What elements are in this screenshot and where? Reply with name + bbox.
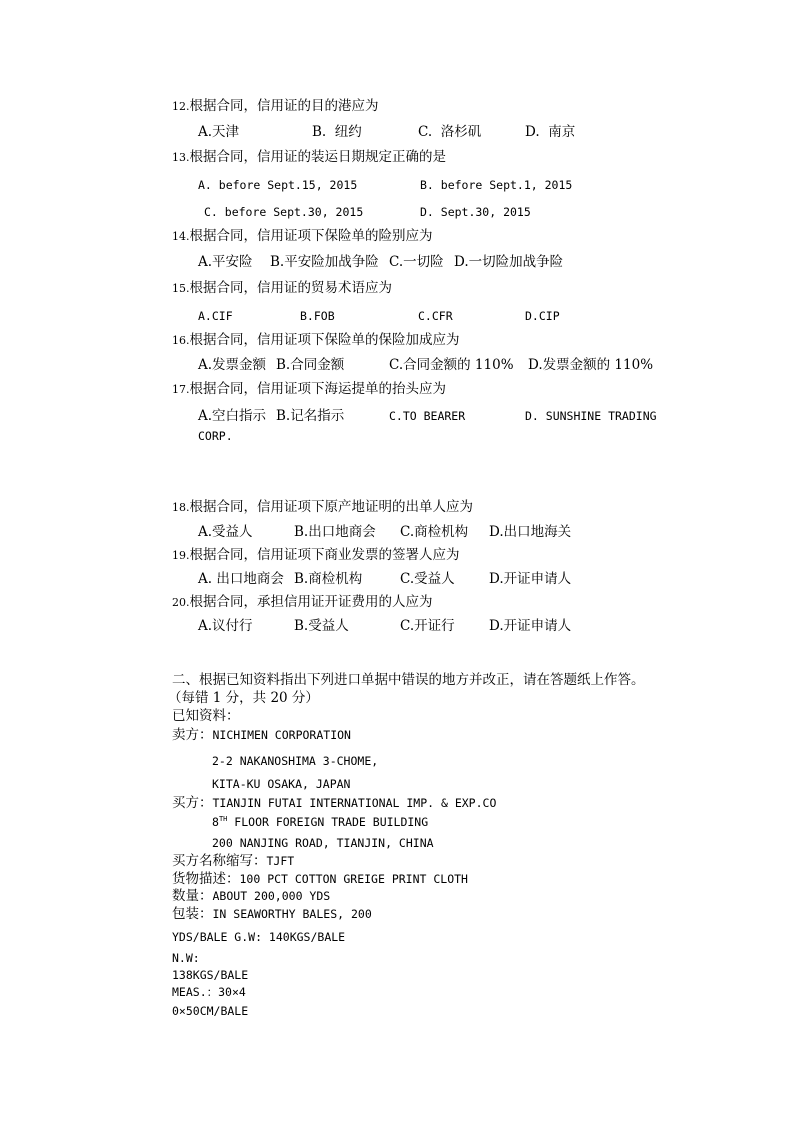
option-c: C. 洛杉矶 [418, 124, 482, 140]
question-number: 19. [172, 549, 190, 562]
question-14 [172, 228, 433, 245]
seller-address-2: KITA-KU OSAKA, JAPAN [212, 777, 351, 791]
measurement-value-1: 30×4 [218, 985, 246, 999]
floor-number: 8 [212, 815, 219, 829]
buyer-address-1 [212, 814, 428, 830]
option-b: B.受益人 [294, 618, 349, 634]
seller-address-1: 2-2 NAKANOSHIMA 3-CHOME, [212, 754, 379, 768]
buyer-name: TIANJIN FUTAI INTERNATIONAL IMP. & EXP.CO [212, 796, 497, 810]
option-d: D. SUNSHINE TRADING [525, 409, 657, 423]
question-text: 根据合同，信用证的目的港应为 [189, 98, 379, 114]
seller-name: NICHIMEN CORPORATION [212, 728, 351, 742]
option-d: D.出口地海关 [489, 524, 572, 540]
question-text: 根据合同，信用证项下海运提单的抬头应为 [189, 381, 446, 397]
floor-text: FLOOR FOREIGN TRADE BUILDING [227, 815, 429, 829]
option-a: A. before Sept.15, 2015 [198, 178, 358, 192]
option-a: A.空白指示 [198, 408, 267, 424]
option-d-continued: CORP. [198, 429, 233, 443]
option-a: A.受益人 [198, 524, 253, 540]
question-number: 13. [172, 151, 190, 164]
question-number: 17. [172, 383, 190, 396]
option-b: B.平安险加战争险 [270, 254, 379, 270]
question-12 [172, 98, 379, 115]
option-a: A.CIF [198, 309, 233, 323]
buyer-abbr-label: 买方名称缩写： [172, 853, 267, 869]
question-18 [172, 499, 473, 516]
option-d: D.一切险加战争险 [454, 254, 564, 270]
question-15 [172, 280, 392, 297]
buyer-label: 买方： [172, 795, 213, 811]
question-text: 根据合同，信用证的贸易术语应为 [189, 280, 392, 296]
measurement-line [172, 984, 246, 1000]
option-c: C.CFR [418, 309, 453, 323]
option-d: D. Sept.30, 2015 [420, 205, 531, 219]
option-b: B.记名指示 [276, 408, 345, 424]
option-d: D.开证申请人 [489, 571, 572, 587]
option-b: B.合同金额 [276, 357, 345, 373]
measurement-value-2: 0×50CM/BALE [172, 1004, 249, 1018]
question-text: 根据合同，信用证项下原产地证明的出单人应为 [189, 499, 473, 515]
gross-weight-line: YDS/BALE G.W: 140KGS/BALE [172, 930, 346, 944]
question-number: 16. [172, 334, 190, 347]
packing-line [172, 906, 372, 922]
option-c: C.受益人 [400, 571, 455, 587]
seller-line [172, 727, 351, 743]
goods-label: 货物描述： [172, 871, 240, 887]
measurement-label: MEAS.： [172, 985, 219, 999]
option-c: C.一切险 [389, 254, 444, 270]
buyer-address-2: 200 NANJING ROAD, TIANJIN, CHINA [212, 836, 434, 850]
section2-score: （每错 1 分，共 20 分） [168, 690, 319, 706]
option-a: A.天津 [198, 124, 240, 140]
quantity-value: ABOUT 200,000 YDS [212, 889, 331, 903]
option-b: B.出口地商会 [294, 524, 376, 540]
packing-value: IN SEAWORTHY BALES, 200 [212, 907, 372, 921]
question-text: 根据合同，信用证项下保险单的保险加成应为 [189, 332, 460, 348]
option-c: C. before Sept.30, 2015 [204, 205, 364, 219]
option-a: A. 出口地商会 [198, 571, 284, 587]
option-b: B.FOB [300, 309, 335, 323]
question-number: 15. [172, 282, 190, 295]
option-d: D.开证申请人 [489, 618, 572, 634]
net-weight-label: N.W: [172, 951, 200, 965]
packing-label: 包装： [172, 906, 213, 922]
known-info-label: 已知资料： [172, 708, 240, 724]
option-d: D. 南京 [525, 124, 576, 140]
buyer-abbr: TJFT [266, 854, 295, 868]
quantity-line [172, 888, 330, 904]
net-weight-value: 138KGS/BALE [172, 968, 249, 982]
question-number: 12. [172, 100, 190, 113]
question-text: 根据合同，信用证项下保险单的险别应为 [189, 228, 433, 244]
option-b: B.商检机构 [294, 571, 363, 587]
option-d: D.CIP [525, 309, 560, 323]
question-13 [172, 149, 446, 166]
option-a: A.平安险 [198, 254, 253, 270]
option-a: A.议付行 [198, 618, 253, 634]
goods-description: 100 PCT COTTON GREIGE PRINT CLOTH [239, 872, 468, 886]
floor-suffix: TH [218, 815, 228, 824]
question-number: 18. [172, 501, 190, 514]
option-c: C.TO BEARER [389, 409, 466, 423]
question-19 [172, 547, 460, 564]
question-number: 20. [172, 596, 190, 609]
buyer-line [172, 795, 496, 811]
seller-label: 卖方： [172, 727, 213, 743]
option-a: A.发票金额 [198, 357, 267, 373]
question-text: 根据合同，信用证项下商业发票的签署人应为 [189, 547, 460, 563]
option-c: C.商检机构 [400, 524, 469, 540]
buyer-abbr-line [172, 853, 294, 869]
goods-line [172, 871, 468, 887]
quantity-label: 数量： [172, 888, 213, 904]
section2-title: 二、根据已知资料指出下列进口单据中错误的地方并改正，请在答题纸上作答。 [172, 672, 645, 688]
option-c: C.合同金额的 110% [389, 357, 514, 373]
question-17 [172, 381, 446, 398]
question-text: 根据合同，承担信用证开证费用的人应为 [189, 594, 433, 610]
question-16 [172, 332, 460, 349]
question-text: 根据合同，信用证的装运日期规定正确的是 [189, 149, 446, 165]
option-b: B. 纽约 [312, 124, 362, 140]
question-number: 14. [172, 230, 190, 243]
question-20 [172, 594, 433, 611]
option-b: B. before Sept.1, 2015 [420, 178, 573, 192]
option-c: C.开证行 [400, 618, 455, 634]
option-d: D.发票金额的 110% [528, 357, 654, 373]
